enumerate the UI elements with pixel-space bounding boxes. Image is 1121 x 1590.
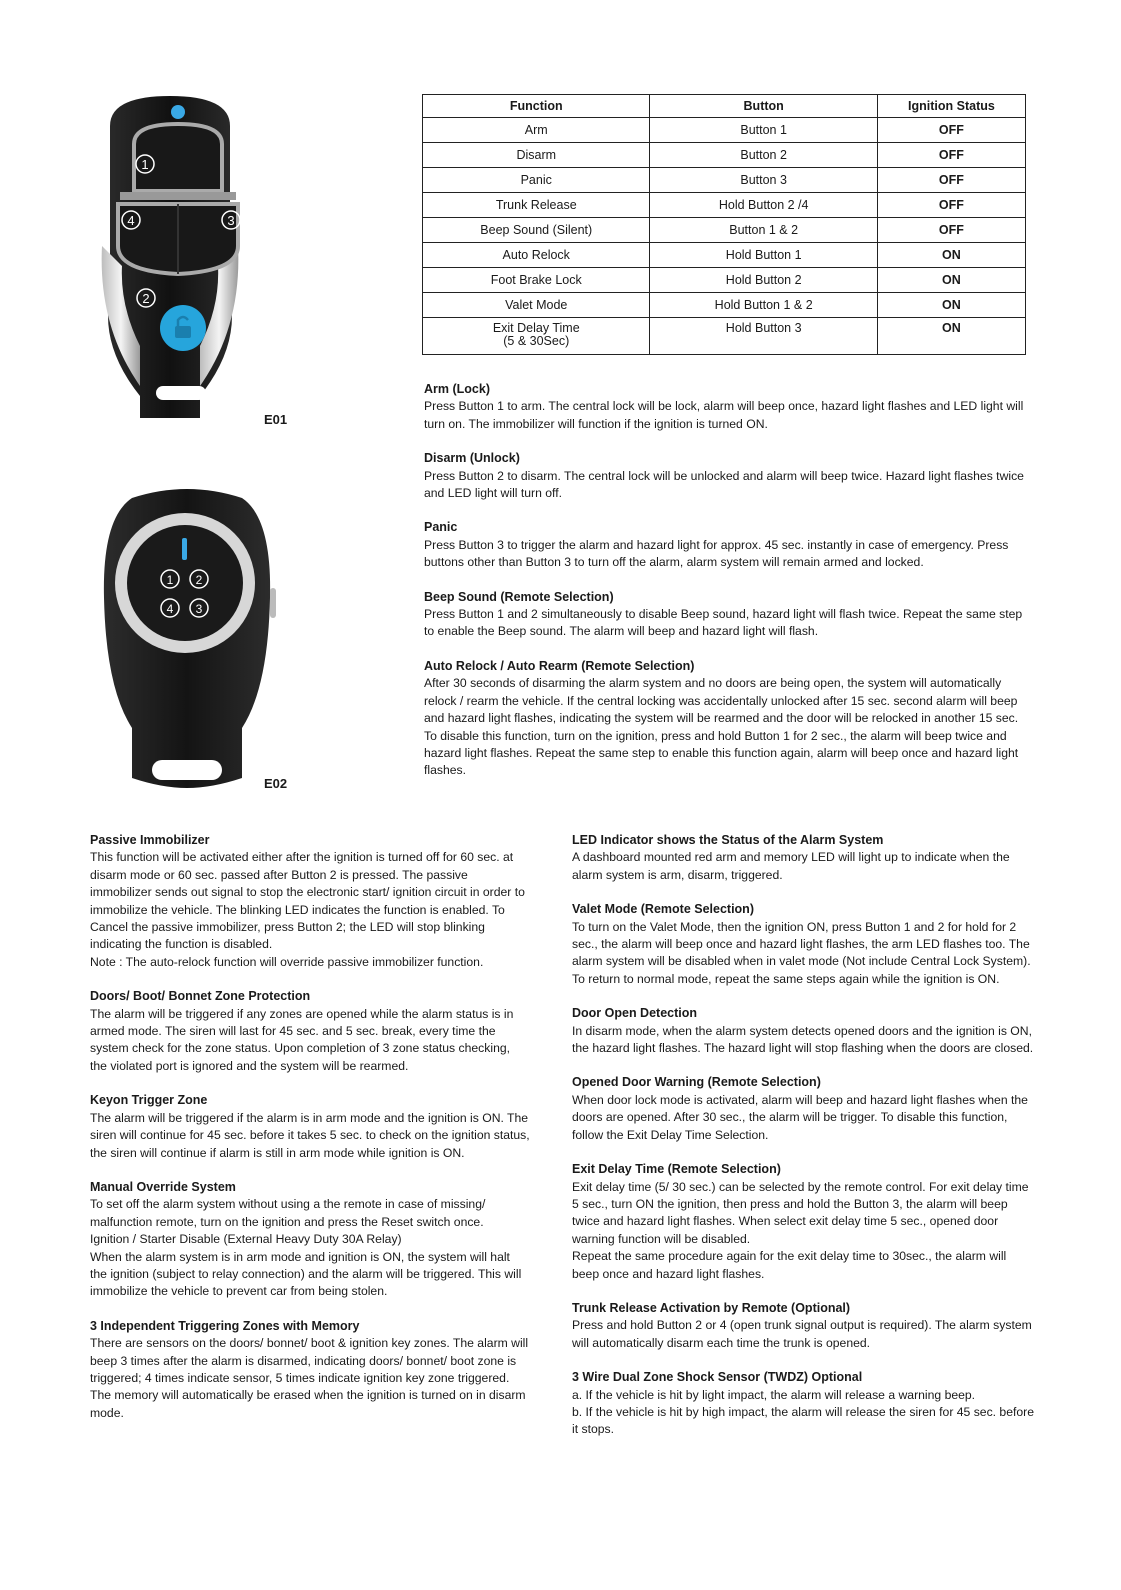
section-paragraph: Press Button 2 to disarm. The central lock will be unlocked and alarm will beep twice. Hazard light flashes twice and LED light will turn off. [424,468,1024,501]
svg-text:2: 2 [195,573,203,587]
section-title: Exit Delay Time (Remote Selection) [572,1162,781,1177]
cell-function: Auto Relock [423,243,650,268]
function-table [422,94,1026,355]
section-title: Panic [424,520,458,535]
section-block [572,1161,1034,1283]
section-block [424,450,1034,502]
section-paragraph: A dashboard mounted red arm and memory LED will light up to indicate when the alarm system is arm, disarm, triggered. [572,850,1010,882]
section-block [90,832,530,971]
section-paragraph: b. If the vehicle is hit by high impact, the alarm will release the siren for 45 sec. before it stops. [572,1404,1034,1437]
svg-text:4: 4 [166,602,174,616]
section-block [90,1092,530,1162]
cell-button: Hold Button 2 [650,268,877,293]
section-paragraph: Press Button 3 to trigger the alarm and hazard light for approx. 45 sec. instantly in case of emergency. Press buttons other than Button 3 to turn off the alarm, alarm system will remain armed and locked. [424,537,1009,570]
remote-e02-drawing [92,488,282,798]
remote-e01-label: E01 [264,412,288,427]
cell-function: Valet Mode [423,293,650,318]
cell-ignition-status: ON [877,293,1025,318]
cell-function: Panic [423,168,650,193]
cell-ignition-status: OFF [877,118,1025,143]
svg-text:3: 3 [195,602,203,616]
section-paragraph: To set off the alarm system without using a the remote in case of missing/ malfunction remote, turn on the ignition and press the Reset switch once. [90,1197,486,1229]
section-title: Valet Mode (Remote Selection) [572,902,754,917]
remote-e01-image [90,96,250,426]
section-title: Passive Immobilizer [90,833,210,847]
section-block [572,1005,1034,1057]
table-row [423,143,1026,168]
remote-e02-label: E02 [264,776,288,791]
cell-button: Hold Button 1 [650,243,877,268]
section-paragraph: Ignition / Starter Disable (External Heavy Duty 30A Relay) [90,1232,402,1247]
section-paragraph: To disable this function, turn on the ignition, press and hold Button 1 for 2 sec., the alarm will beep twice and hazard light flashes. Repeat the same step to enable this function again, alarm will beep once and hazard light flashes. [424,728,1019,778]
section-paragraph: When the alarm system is in arm mode and ignition is ON, the system will halt the ignition (subject to relay connection) and the alarm will be triggered. This will immobilize the vehicle to prevent car from being stolen. [90,1249,522,1299]
remote-e02-image [92,488,282,798]
section-title: Door Open Detection [572,1006,698,1021]
section-paragraph: After 30 seconds of disarming the alarm system and no doors are being open, the system will automatically relock / rearm the vehicle. If the central locking was accidentally unlocked after 15 sec. second alarm will beep and hazard light flashes, indicating the system will be rearmed and the door will be relocked in another 15 sec. [424,676,1019,726]
section-paragraph: Press Button 1 to arm. The central lock will be lock, alarm will beep once, hazard light flashes and LED light will turn on. The immobilizer will function if the ignition is turned ON. [424,399,1024,431]
section-title: Arm (Lock) [424,382,490,396]
svg-text:1: 1 [166,573,174,587]
section-paragraph: Exit delay time (5/ 30 sec.) can be selected by the remote control. For exit delay time 5 sec., turn ON the ignition, then press and hold the Button 3, the alarm will beep twice and hazard light flashes. When select exit delay time 5 sec., opened door warning function will be disabled. [572,1179,1029,1246]
section-block [572,901,1034,988]
section-block [90,988,530,1075]
cell-ignition-status: ON [877,243,1025,268]
cell-function: Arm [423,118,650,143]
section-title: Beep Sound (Remote Selection) [424,589,614,604]
header-function: Function [423,95,650,118]
section-title: Manual Override System [90,1179,236,1194]
section-block [424,589,1034,641]
section-title: Disarm (Unlock) [424,451,520,466]
section-paragraph: There are sensors on the doors/ bonnet/ boot & ignition key zones. The alarm will beep 3 times after the alarm is disarmed, indicating doors/ bonnet/ boot zone is triggered; 4 times indicate sensor, 5 times indicate ignition key zone triggered. The memory will automatically be erased when the ignition is turned on in disarm mode. [90,1336,529,1420]
section-block [572,1074,1034,1144]
header-button: Button [650,95,877,118]
section-title: Keyon Trigger Zone [90,1093,208,1108]
section-block [90,1318,530,1422]
cell-button: Hold Button 3 [650,318,877,355]
left-text-column [90,832,530,1439]
svg-text:2: 2 [142,291,150,306]
cell-button: Button 1 & 2 [650,218,877,243]
cell-function: Disarm [423,143,650,168]
svg-text:1: 1 [141,157,149,172]
section-block [424,519,1034,571]
cell-function: Exit Delay Time (5 & 30Sec) [423,318,650,355]
table-row [423,168,1026,193]
table-row [423,268,1026,293]
section-block [90,1179,530,1301]
section-block [572,1300,1034,1352]
header-ignition-status: Ignition Status [877,95,1025,118]
remote-e01-drawing [90,96,250,426]
section-title: Auto Relock / Auto Rearm (Remote Selection) [424,658,695,673]
cell-ignition-status: OFF [877,218,1025,243]
svg-text:4: 4 [127,213,135,228]
cell-function: Beep Sound (Silent) [423,218,650,243]
cell-ignition-status: OFF [877,168,1025,193]
cell-button: Hold Button 1 & 2 [650,293,877,318]
cell-ignition-status: ON [877,318,1025,355]
cell-ignition-status: ON [877,268,1025,293]
section-title: Doors/ Boot/ Bonnet Zone Protection [90,989,311,1004]
table-row [423,318,1026,355]
section-block [424,381,1034,433]
table-row [423,218,1026,243]
section-paragraph: Press and hold Button 2 or 4 (open trunk signal output is required). The alarm system will automatically disarm each time the trunk is opened. [572,1318,1032,1350]
section-title: 3 Independent Triggering Zones with Memory [90,1318,360,1333]
table-header-row [423,95,1026,118]
table-row [423,243,1026,268]
table-row [423,193,1026,218]
section-title: LED Indicator shows the Status of the Alarm System [572,833,884,847]
cell-button: Hold Button 2 /4 [650,193,877,218]
cell-function: Trunk Release [423,193,650,218]
section-title: Opened Door Warning (Remote Selection) [572,1075,821,1090]
section-block [572,832,1034,884]
cell-function: Foot Brake Lock [423,268,650,293]
section-paragraph: To turn on the Valet Mode, then the ignition ON, press Button 1 and 2 for hold for 2 sec., the alarm will beep once and hazard light flashes, the arm LED flashes too. The alarm system will be disabled when in valet mode (Not include Central Lock System). To return to normal mode, repeat the same steps again while the ignition is ON. [572,919,1031,986]
section-paragraph: The alarm will be triggered if any zones are opened while the alarm status is in armed mode. The siren will last for 45 sec. and 5 sec. break, every time the system check for the zone status. Upon completion of 3 zone status checking, the violated port is ignored and the system will be rearmed. [90,1006,514,1073]
cell-ignition-status: OFF [877,143,1025,168]
section-title: Trunk Release Activation by Remote (Optional) [572,1300,851,1315]
section-paragraph: Repeat the same procedure again for the exit delay time to 30sec., the alarm will beep once and hazard light flashes. [572,1249,1007,1281]
section-paragraph: This function will be activated either after the ignition is turned off for 60 sec. at disarm mode or 60 sec. passed after Button 2 is pressed. The passive immobilizer sends out signal to stop the electronic start/ ignition circuit in order to immobilize the vehicle. The blinking LED indicates the function is enabled. To Cancel the passive immobilizer, press Button 2; the LED will stop blinking indicating the function is disabled. [90,850,525,952]
section-paragraph: Note : The auto-relock function will override passive immobilizer function. [90,954,484,969]
section-paragraph: Press Button 1 and 2 simultaneously to disable Beep sound, hazard light will flash twice. Repeat the same step to enable the Beep sound. The alarm will beep and hazard light will flash. [424,607,1023,639]
svg-text:3: 3 [227,213,235,228]
cell-button: Button 3 [650,168,877,193]
section-paragraph: The alarm will be triggered if the alarm is in arm mode and the ignition is ON. The siren will continue for 45 sec. before it takes 5 sec. to check on the ignition status, the siren will continue if alarm is still in arm mode while ignition is ON. [90,1110,530,1160]
section-paragraph: In disarm mode, when the alarm system detects opened doors and the ignition is ON, the hazard light flashes. The hazard light will stop flashing when the doors are closed. [572,1023,1034,1056]
right-text-column [424,381,1034,797]
section-block [424,658,1034,780]
table-row [423,293,1026,318]
cell-button: Button 2 [650,143,877,168]
section-title: 3 Wire Dual Zone Shock Sensor (TWDZ) Optional [572,1370,863,1385]
section-paragraph: When door lock mode is activated, alarm will beep and hazard light flashes when the doors are opened. After 30 sec., the alarm will be trigger. To disable this function, follow the Exit Delay Time Selection. [572,1092,1028,1142]
mid-text-column [572,832,1034,1456]
cell-ignition-status: OFF [877,193,1025,218]
section-paragraph: a. If the vehicle is hit by light impact, the alarm will release a warning beep. [572,1387,976,1402]
section-block [572,1369,1034,1439]
cell-button: Button 1 [650,118,877,143]
table-row [423,118,1026,143]
